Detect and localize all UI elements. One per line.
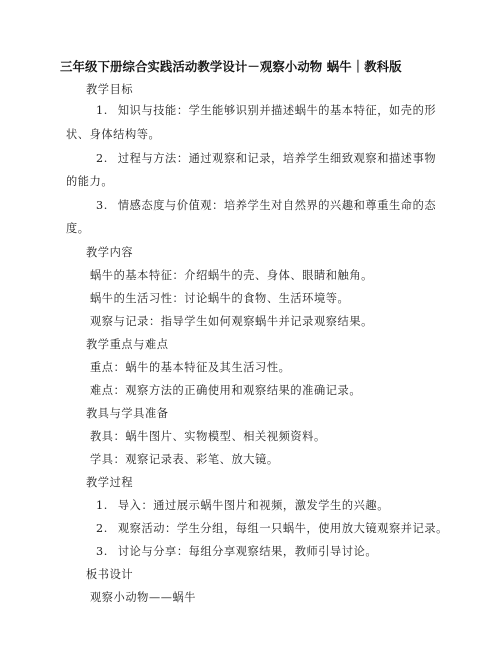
goal-item-3-continued: 度。 [66, 222, 90, 235]
board-item-1: 观察小动物——蜗牛 [90, 591, 197, 604]
goal-text: 情感态度与价值观：培养学生对自然界的兴趣和尊重生命的态 [117, 199, 437, 212]
process-text: 导入：通过展示蜗牛图片和视频，激发学生的兴趣。 [117, 499, 389, 512]
section-heading-goals: 教学目标 [86, 83, 134, 96]
content-item-3: 观察与记录：指导学生如何观察蜗牛并记录观察结果。 [90, 315, 373, 328]
key-point-item-2: 难点：观察方法的正确使用和观察结果的准确记录。 [90, 384, 362, 397]
goal-item-2-continued: 的能力。 [66, 175, 114, 188]
document-title: 三年级下册综合实践活动教学设计－观察小动物 蜗牛｜教科版 [60, 59, 402, 74]
process-item-2 [96, 522, 448, 536]
goal-item-3 [96, 199, 436, 213]
process-number: 3. [96, 545, 108, 558]
goal-text: 知识与技能：学生能够识别并描述蜗牛的基本特征，如壳的形 [117, 104, 437, 117]
goal-text: 过程与方法：通过观察和记录，培养学生细致观察和描述事物 [117, 152, 437, 165]
content-item-1: 蜗牛的基本特征：介绍蜗牛的壳、身体、眼睛和触角。 [90, 269, 373, 282]
process-item-3 [96, 545, 377, 559]
goal-item-1-continued: 状、身体结构等。 [66, 128, 161, 141]
section-heading-materials: 教具与学具准备 [86, 407, 169, 420]
section-heading-board: 板书设计 [86, 568, 134, 581]
process-text: 观察活动：学生分组，每组一只蜗牛，使用放大镜观察并记录。 [117, 522, 448, 535]
section-heading-content: 教学内容 [86, 246, 134, 259]
goal-number: 1. [96, 104, 108, 117]
process-number: 1. [96, 499, 108, 512]
goal-item-1 [96, 104, 436, 118]
goal-number: 3. [96, 199, 108, 212]
process-number: 2. [96, 522, 108, 535]
section-heading-process: 教学过程 [86, 476, 134, 489]
key-point-item-1: 重点：蜗牛的基本特征及其生活习性。 [90, 361, 291, 374]
materials-item-2: 学具：观察记录表、彩笔、放大镜。 [90, 453, 279, 466]
materials-item-1: 教具：蜗牛图片、实物模型、相关视频资料。 [90, 430, 326, 443]
section-heading-key-points: 教学重点与难点 [86, 338, 169, 351]
process-item-1 [96, 499, 389, 513]
goal-number: 2. [96, 152, 108, 165]
content-item-2: 蜗牛的生活习性：讨论蜗牛的食物、生活环境等。 [90, 292, 350, 305]
goal-item-2 [96, 152, 436, 166]
process-text: 讨论与分享：每组分享观察结果，教师引导讨论。 [117, 545, 378, 558]
